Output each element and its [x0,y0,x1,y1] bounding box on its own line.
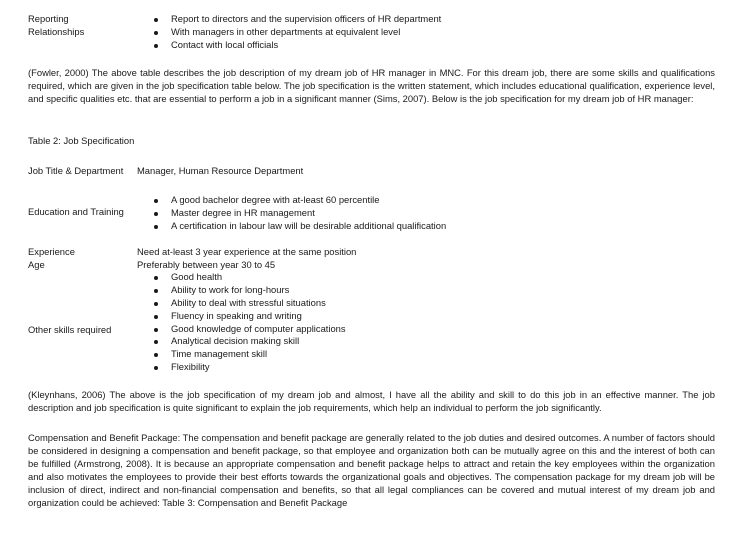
table-caption: Table 2: Job Specification [28,135,135,146]
list-item: Flexibility [150,361,346,374]
job-title-label: Job Title & Department [28,165,124,176]
reporting-list [150,13,441,52]
education-label: Education and Training [28,206,124,217]
list-item: Report to directors and the supervision officers of HR department [150,13,441,26]
paragraph-specification-summary: (Kleynhans, 2006) The above is the job specification of my dream job and almost, I have all the ability and skill to do this job in an effective manner. The job description and job specification is quite significant to explain the job requirements, which help an individual to perform the job significantly. [28,389,715,413]
bullet-icon [154,31,158,35]
bullet-icon [154,225,158,229]
bullet-icon [154,18,158,22]
list-item: Good health [150,271,346,284]
list-item: Master degree in HR management [150,207,446,220]
bullet-icon [154,366,158,370]
other-skills-label: Other skills required [28,324,112,335]
experience-label: Experience [28,246,75,257]
list-item: A certification in labour law will be desirable additional qualification [150,220,446,233]
list-item: Ability to work for long-hours [150,284,346,297]
list-item: Ability to deal with stressful situations [150,297,346,310]
paragraph-compensation: Compensation and Benefit Package: The compensation and benefit package are generally related to the job duties and desired outcomes. A number of factors should be considered in designing a compensation and benefit package, so that employee and organization both can be mutually agree on this and the interest of both can be fulfilled (Armstrong, 2008). It is because an appropriate compensation and benefit package helps to attract and retain the key employees within the organization and also motivates the employees to provide their best efforts towards the organizational goals and objectives. The compensation package for my dream job will be inclusion of direct, indirect and non-financial compensation and benefits, so that all legal compliances can be covered and mutual interest of my dream job and organization could be achieved: Table 3: Compensation and Benefit Package [28,432,715,508]
list-item: Analytical decision making skill [150,335,346,348]
bullet-icon [154,44,158,48]
bullet-icon [154,276,158,280]
bullet-icon [154,315,158,319]
job-title-value: Manager, Human Resource Department [137,165,304,176]
bullet-icon [154,199,158,203]
bullet-icon [154,289,158,293]
education-list [150,194,446,233]
bullet-icon [154,340,158,344]
list-item: A good bachelor degree with at-least 60 percentile [150,194,446,207]
other-skills-list [150,271,346,374]
paragraph-job-description: (Fowler, 2000) The above table describes the job description of my dream job of HR manager in MNC. For this dream job, there are some skills and qualifications required, which are given in the job specification table below. The job specification is the written statement, which includes educational qualification, experience level, and specific qualities etc. that are essential to perform a job in a significant manner (Sims, 2007). Below is the job specification for my dream job of HR manager: [28,67,715,104]
age-value: Preferably between year 30 to 45 [137,259,276,270]
bullet-icon [154,212,158,216]
reporting-label-line1: Reporting [28,13,69,24]
list-item: Time management skill [150,348,346,361]
age-label: Age [28,259,45,270]
list-item: Good knowledge of computer applications [150,323,346,336]
reporting-label-line2: Relationships [28,26,85,37]
bullet-icon [154,328,158,332]
experience-value: Need at-least 3 year experience at the same position [137,246,357,257]
list-item: Contact with local officials [150,39,441,52]
list-item: Fluency in speaking and writing [150,310,346,323]
bullet-icon [154,353,158,357]
list-item: With managers in other departments at equivalent level [150,26,441,39]
bullet-icon [154,302,158,306]
